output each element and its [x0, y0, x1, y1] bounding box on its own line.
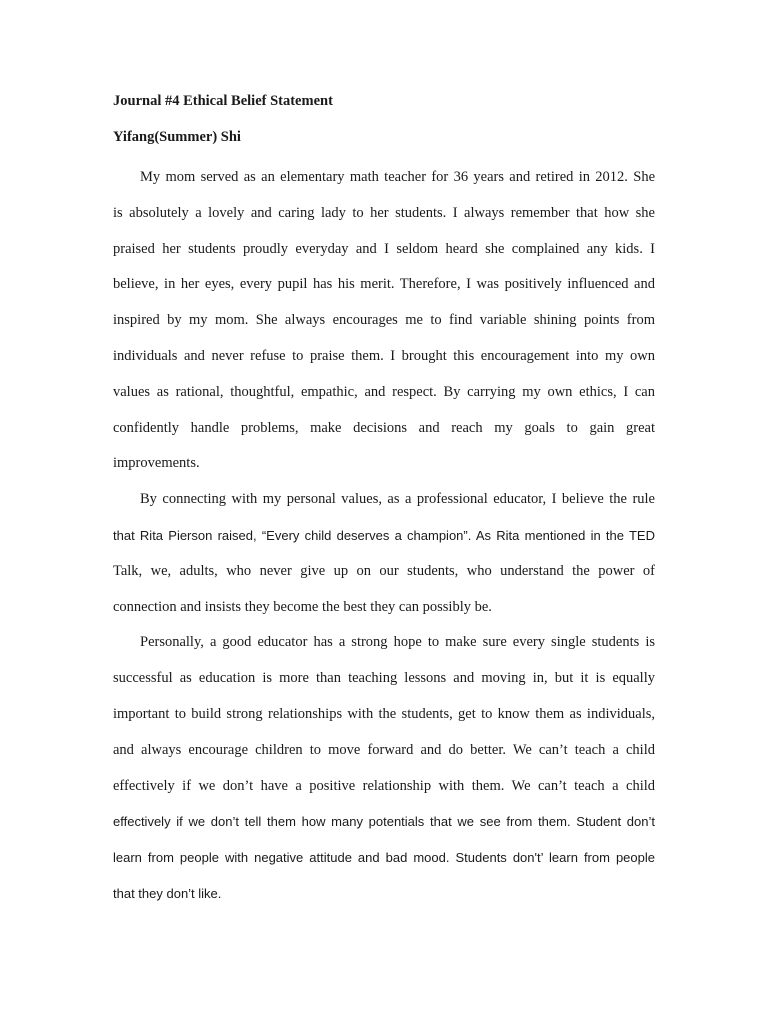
paragraph-3 — [113, 625, 655, 911]
paragraph-line: and always encourage children to move forward and do better. We can’t teach a child — [113, 741, 655, 758]
paragraph-1 — [113, 160, 655, 482]
paragraph-line: learn from people with negative attitude and bad mood. Students don't’ learn from people — [113, 850, 655, 866]
paragraph-line: My mom served as an elementary math teacher for 36 years and retired in 2012. She — [140, 169, 655, 185]
paragraph-line: values as rational, thoughtful, empathic, and respect. By carrying my own ethics, I can — [113, 383, 655, 400]
paragraph-2 — [113, 482, 655, 625]
paragraph-line: praised her students proudly everyday and I seldom heard she complained any kids. I — [113, 240, 655, 257]
document-author: Yifang(Summer) Shi — [113, 129, 241, 145]
paragraph-line: that they don’t like. — [113, 885, 222, 901]
paragraph-line: important to build strong relationships with the students, get to know them as individuals, — [113, 705, 655, 722]
document-body — [113, 88, 655, 912]
paragraph-line: Talk, we, adults, who never give up on our students, who understand the power of — [113, 562, 655, 579]
paragraph-line: inspired by my mom. She always encourages me to find variable shining points from — [113, 312, 655, 329]
paragraph-line: individuals and never refuse to praise them. I brought this encouragement into my own — [113, 347, 655, 364]
document-title: Journal #4 Ethical Belief Statement — [113, 93, 333, 109]
paragraph-line: believe, in her eyes, every pupil has his merit. Therefore, I was positively influenced and — [113, 276, 655, 293]
paragraph-line: connection and insists they become the best they can possibly be. — [113, 598, 492, 615]
paragraph-line: improvements. — [113, 455, 200, 472]
paragraph-line: is absolutely a lovely and caring lady to her students. I always remember that how she — [113, 204, 655, 221]
paragraph-line: that Rita Pierson raised, “Every child deserves a champion”. As Rita mentioned in the TED — [113, 527, 655, 543]
paragraph-line: Personally, a good educator has a strong hope to make sure every single students is — [140, 634, 655, 651]
paragraph-line: By connecting with my personal values, as a professional educator, I believe the rule — [140, 491, 655, 508]
paragraph-line: successful as education is more than teaching lessons and moving in, but it is equally — [113, 670, 655, 687]
paragraph-line: effectively if we don’t tell them how many potentials that we see from them. Student don’t — [113, 814, 655, 830]
paragraph-line: confidently handle problems, make decisions and reach my goals to gain great — [113, 419, 655, 436]
paragraph-line: effectively if we don’t have a positive relationship with them. We can’t teach a child — [113, 777, 655, 794]
